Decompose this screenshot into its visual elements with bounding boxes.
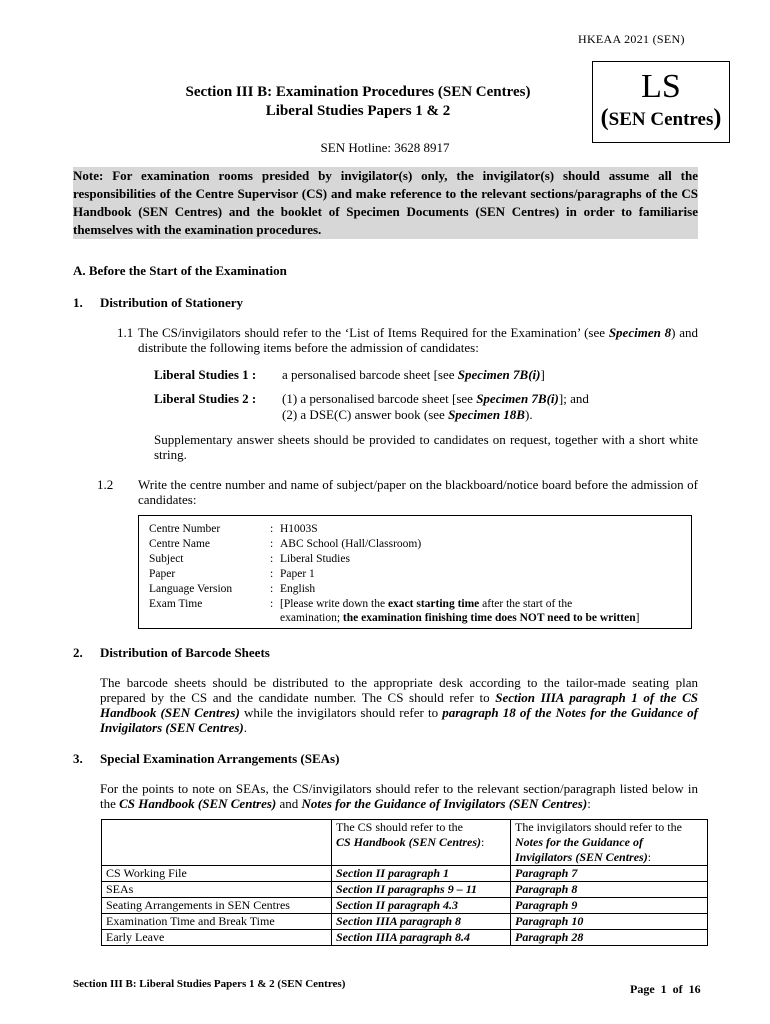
table-row: Early Leave Section IIIA paragraph 8.4 Paragraph 28 bbox=[102, 930, 708, 946]
table-row: CS Working File Section II paragraph 1 Paragraph 7 bbox=[102, 866, 708, 882]
table-header-row bbox=[102, 820, 708, 866]
table-row: SEAs Section II paragraphs 9 – 11 Paragraph 8 bbox=[102, 882, 708, 898]
para-1-2-number: 1.2 bbox=[97, 477, 114, 492]
page-title: Section III B: Examination Procedures (SEN Centres) bbox=[185, 84, 531, 100]
para-1-1-number: 1.1 bbox=[117, 325, 134, 340]
section-2-number: 2. bbox=[73, 645, 83, 660]
ls1-text: a personalised barcode sheet [see Specimen 7B(i)] bbox=[282, 367, 545, 382]
supplementary-note: Supplementary answer sheets should be provided to candidates on request, together with a short white string. bbox=[154, 432, 698, 462]
table-header-cs: The CS should refer to the CS Handbook (SEN Centres): bbox=[332, 820, 511, 866]
table-row: Examination Time and Break Time Section IIIA paragraph 8 Paragraph 10 bbox=[102, 914, 708, 930]
table-row: Seating Arrangements in SEN Centres Section II paragraph 4.3 Paragraph 9 bbox=[102, 898, 708, 914]
footer-title: Section III B: Liberal Studies Papers 1 & 2 (SEN Centres) bbox=[73, 978, 346, 990]
section-1-number: 1. bbox=[73, 295, 83, 310]
page-subtitle: Liberal Studies Papers 1 & 2 bbox=[265, 103, 451, 119]
section-2-heading: Distribution of Barcode Sheets bbox=[100, 645, 270, 660]
ls2-label: Liberal Studies 2 : bbox=[154, 391, 257, 406]
subject-badge-code: LS bbox=[641, 68, 681, 105]
sea-reference-table bbox=[101, 819, 708, 946]
para-1-2-text: Write the centre number and name of subject/paper on the blackboard/notice board before the admission of candidates: bbox=[138, 477, 698, 507]
section-1-heading: Distribution of Stationery bbox=[100, 295, 243, 310]
section-3-text: For the points to note on SEAs, the CS/invigilators should refer to the relevant section/paragraph listed below in the CS Handbook (SEN Centres) and Notes for the Guidance of Invigilators (SEN Centres): bbox=[100, 781, 698, 811]
table-header-invigilators: The invigilators should refer to the Notes for the Guidance of Invigilators (SEN Centres): bbox=[511, 820, 708, 866]
centre-info-box: Centre Number : H1003S Centre Name : ABC School (Hall/Classroom) Subject : Liberal Studies Paper : Paper 1 Language Version : English Exam Time : [Please write down the exact starting time after the start of the examination; the examination finishing time does NOT need to be written] bbox=[138, 515, 692, 629]
subject-badge-subtitle: (SEN Centres) bbox=[600, 105, 722, 131]
section-2-text: The barcode sheets should be distributed to the appropriate desk according to the tailor-made seating plan prepared by the CS and the candidate number. The CS should refer to Section IIIA paragraph 1 of the CS Handbook (SEN Centres) while the invigilators should refer to paragraph 18 of the Notes for the Guidance of Invigilators (SEN Centres). bbox=[100, 675, 699, 735]
section-a-heading: A. Before the Start of the Examination bbox=[73, 263, 287, 278]
section-3-heading: Special Examination Arrangements (SEAs) bbox=[100, 751, 340, 766]
hotline: SEN Hotline: 3628 8917 bbox=[320, 140, 450, 155]
subject-badge bbox=[592, 61, 730, 143]
section-3-number: 3. bbox=[73, 751, 83, 766]
ls1-label: Liberal Studies 1 : bbox=[154, 367, 257, 382]
page-number: Page 1 of 16 bbox=[630, 982, 701, 996]
ls2-item-1: (1) a personalised barcode sheet [see Specimen 7B(i)]; and bbox=[282, 391, 589, 406]
exam-time-instruction: [Please write down the exact starting time after the start of the examination; the examination finishing time does NOT need to be written] bbox=[280, 598, 640, 624]
note-box: Note: For examination rooms presided by invigilator(s) only, the invigilator(s) should assume all the responsibilities of the Centre Supervisor (CS) and make reference to the relevant sections/paragraphs of the CS Handbook (SEN Centres) and the booklet of Specimen Documents (SEN Centres) in order to familiarise themselves with the examination procedures. bbox=[73, 168, 698, 237]
ls2-item-2: (2) a DSE(C) answer book (see Specimen 18B). bbox=[282, 407, 533, 422]
table-header-empty bbox=[102, 820, 332, 866]
document-code: HKEAA 2021 (SEN) bbox=[578, 32, 685, 46]
para-1-1-text: The CS/invigilators should refer to the ‘List of Items Required for the Examination’ (see Specimen 8) and distribute the following items before the admission of candidates: bbox=[138, 325, 698, 355]
subject-badge-subtitle-text: SEN Centres bbox=[608, 109, 714, 130]
